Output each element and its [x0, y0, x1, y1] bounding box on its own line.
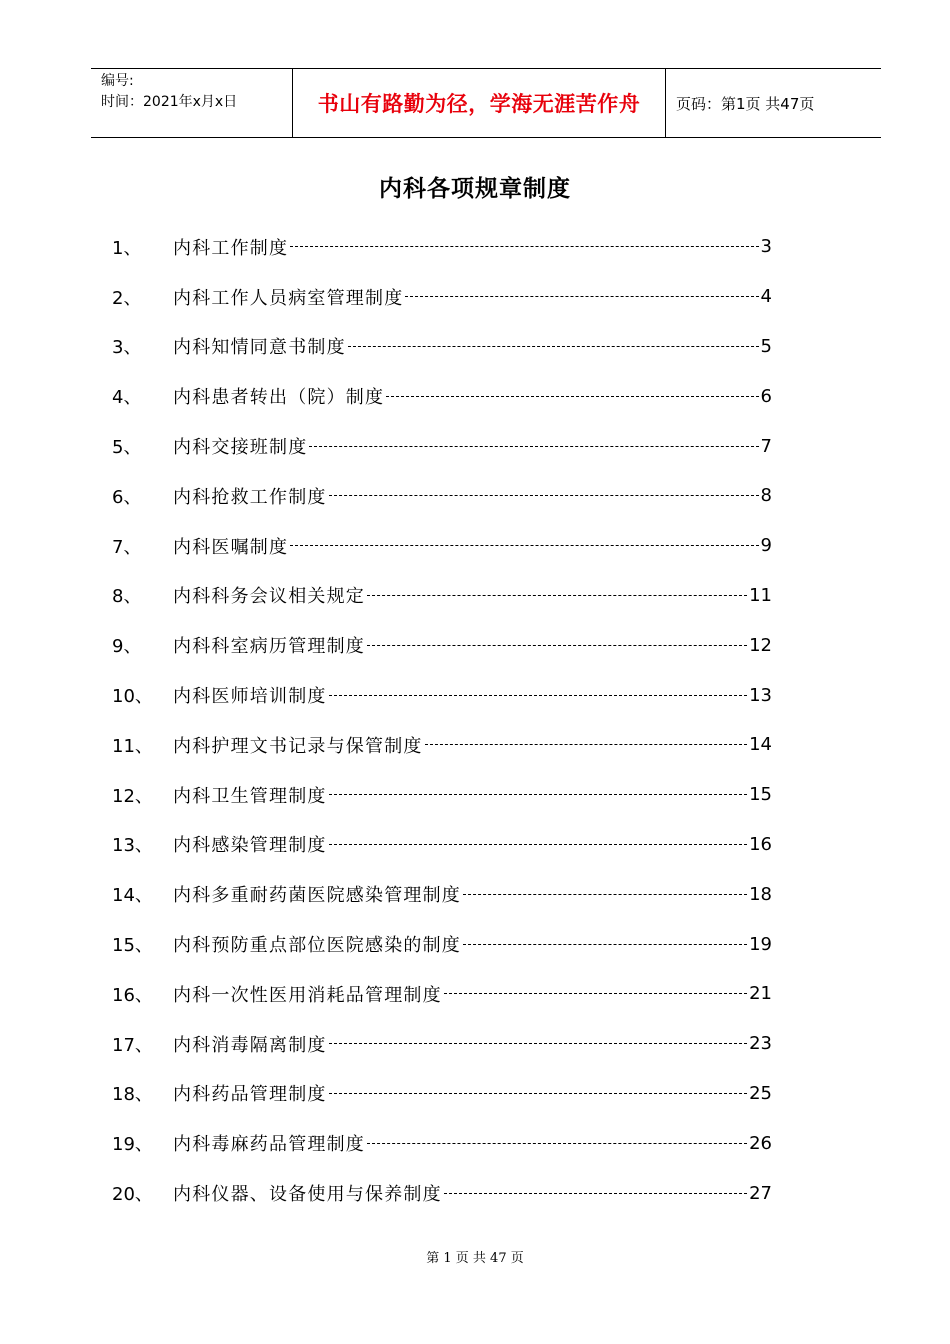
toc-entry-number: 18、 [112, 1084, 153, 1106]
toc-entry[interactable] [112, 770, 772, 820]
toc-entry-page: 3 [760, 236, 772, 258]
header-motto: 书山有路勤为径，学海无涯苦作舟 [293, 69, 666, 137]
toc-entry[interactable] [112, 421, 772, 471]
toc-entry-number: 14、 [112, 885, 153, 907]
header-meta [91, 69, 293, 137]
toc-entry[interactable] [112, 471, 772, 521]
toc-leader-line [367, 645, 747, 646]
toc-leader-line [329, 695, 747, 696]
toc-entry-number: 5、 [112, 437, 142, 459]
toc-entry-page: 23 [749, 1033, 772, 1055]
toc-entry-page: 4 [760, 286, 772, 308]
toc-entry-title: 内科医师培训制度 [173, 686, 327, 708]
code-label: 编号: [101, 73, 134, 89]
toc-leader-line [444, 993, 747, 994]
toc-leader-line [405, 296, 758, 297]
toc-entry-title: 内科医嘱制度 [173, 536, 289, 558]
toc-entry-page: 26 [749, 1132, 772, 1154]
toc-entry-title: 内科消毒隔离制度 [173, 1034, 327, 1056]
toc-entry-page: 12 [749, 634, 772, 656]
toc-entry-title: 内科工作人员病室管理制度 [173, 287, 404, 309]
toc-entry[interactable] [112, 1069, 772, 1119]
toc-entry-title: 内科护理文书记录与保管制度 [173, 735, 423, 757]
toc-entry-number: 4、 [112, 387, 142, 409]
toc-entry[interactable] [112, 919, 772, 969]
toc-entry-page: 19 [749, 933, 772, 955]
toc-entry-page: 8 [760, 485, 772, 507]
toc-leader-line [386, 396, 758, 397]
toc-entry-title: 内科患者转出（院）制度 [173, 387, 385, 409]
toc-entry[interactable] [112, 1168, 772, 1218]
toc-entry-title: 内科工作制度 [173, 237, 289, 259]
toc-entry-title: 内科感染管理制度 [173, 835, 327, 857]
toc-entry[interactable] [112, 969, 772, 1019]
toc-leader-line [290, 545, 758, 546]
toc-entry-page: 7 [760, 435, 772, 457]
toc-entry-number: 16、 [112, 984, 153, 1006]
toc-entry[interactable] [112, 371, 772, 421]
toc-entry-page: 16 [749, 833, 772, 855]
toc-entry-page: 18 [749, 883, 772, 905]
toc-entry-number: 2、 [112, 287, 142, 309]
toc-entry-title: 内科知情同意书制度 [173, 337, 346, 359]
toc-entry[interactable] [112, 720, 772, 770]
toc-entry-number: 11、 [112, 735, 153, 757]
toc-entry-page: 5 [760, 335, 772, 357]
toc-leader-line [367, 1143, 747, 1144]
toc-entry-number: 3、 [112, 337, 142, 359]
toc-leader-line [329, 1093, 747, 1094]
toc-leader-line [444, 1193, 747, 1194]
toc-entry-page: 25 [749, 1082, 772, 1104]
toc-entry-title: 内科毒麻药品管理制度 [173, 1134, 365, 1156]
toc-entry-title: 内科一次性医用消耗品管理制度 [173, 984, 442, 1006]
header-page-info: 页码：第1页 共47页 [676, 94, 815, 113]
toc-entry[interactable] [112, 571, 772, 621]
toc-entry-number: 6、 [112, 486, 142, 508]
toc-leader-line [463, 894, 747, 895]
toc-entry-page: 27 [749, 1182, 772, 1204]
toc-entry-title: 内科科务会议相关规定 [173, 586, 365, 608]
toc-entry[interactable] [112, 521, 772, 571]
toc-entry-number: 9、 [112, 636, 142, 658]
toc-leader-line [329, 794, 747, 795]
toc-entry-title: 内科仪器、设备使用与保养制度 [173, 1184, 442, 1206]
toc-entry[interactable] [112, 322, 772, 372]
time-label: 时间：2021年x月x日 [101, 94, 238, 110]
toc-entry-title: 内科抢救工作制度 [173, 486, 327, 508]
toc-entry-page: 21 [749, 983, 772, 1005]
toc-entry-number: 1、 [112, 237, 142, 259]
toc-entry-number: 19、 [112, 1134, 153, 1156]
toc-entry-title: 内科科室病历管理制度 [173, 636, 365, 658]
toc-leader-line [367, 595, 747, 596]
toc-leader-line [329, 495, 759, 496]
toc-entry-title: 内科预防重点部位医院感染的制度 [173, 935, 461, 957]
toc-leader-line [425, 744, 747, 745]
table-of-contents [112, 222, 772, 1218]
page-header [91, 68, 881, 138]
toc-leader-line [290, 246, 758, 247]
toc-entry-page: 9 [760, 535, 772, 557]
toc-entry-title: 内科药品管理制度 [173, 1084, 327, 1106]
toc-entry[interactable] [112, 820, 772, 870]
page-footer: 第 1 页 共 47 页 [426, 1251, 524, 1266]
toc-entry[interactable] [112, 222, 772, 272]
document-title: 内科各项规章制度 [379, 176, 571, 202]
toc-entry-number: 10、 [112, 686, 153, 708]
toc-entry-number: 7、 [112, 536, 142, 558]
toc-entry[interactable] [112, 620, 772, 670]
toc-entry-title: 内科卫生管理制度 [173, 785, 327, 807]
toc-entry[interactable] [112, 272, 772, 322]
toc-entry[interactable] [112, 670, 772, 720]
toc-leader-line [463, 944, 747, 945]
toc-leader-line [348, 346, 759, 347]
toc-leader-line [329, 1043, 747, 1044]
toc-entry-number: 17、 [112, 1034, 153, 1056]
toc-leader-line [329, 844, 747, 845]
toc-entry-number: 20、 [112, 1184, 153, 1206]
toc-entry-page: 13 [749, 684, 772, 706]
toc-entry-title: 内科多重耐药菌医院感染管理制度 [173, 885, 461, 907]
toc-entry[interactable] [112, 1019, 772, 1069]
toc-entry-number: 15、 [112, 935, 153, 957]
toc-entry-number: 12、 [112, 785, 153, 807]
toc-entry-page: 14 [749, 734, 772, 756]
toc-leader-line [309, 446, 758, 447]
toc-entry-number: 13、 [112, 835, 153, 857]
toc-entry-page: 15 [749, 784, 772, 806]
toc-entry-page: 6 [760, 385, 772, 407]
toc-entry[interactable] [112, 869, 772, 919]
toc-entry-number: 8、 [112, 586, 142, 608]
toc-entry[interactable] [112, 1118, 772, 1168]
toc-entry-page: 11 [749, 584, 772, 606]
toc-entry-title: 内科交接班制度 [173, 437, 308, 459]
